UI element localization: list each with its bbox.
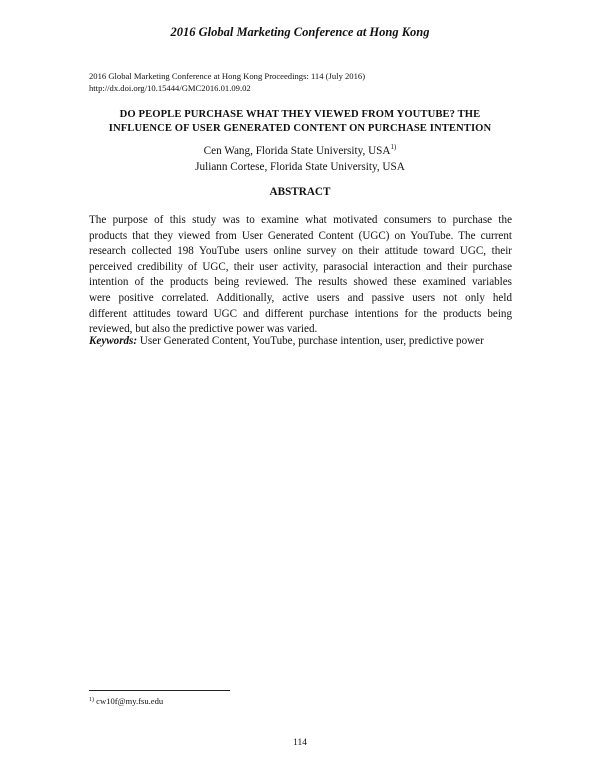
abstract-line: The purpose of this study was to examine what motivated consumers to purchase the bbox=[89, 214, 512, 226]
abstract-line: products that they viewed from User Generated Content (UGC) on YouTube. The current bbox=[89, 229, 512, 242]
abstract-line: different attitudes toward UGC and different purchase intentions for the products being bbox=[89, 307, 512, 320]
abstract-line: perceived credibility of UGC, their user activity, parasocial interaction and their purchase bbox=[89, 260, 512, 273]
author-1 bbox=[0, 144, 600, 160]
doi-link[interactable]: http://dx.doi.org/10.15444/GMC2016.01.09.02 bbox=[89, 82, 251, 93]
keywords-label: Keywords: bbox=[89, 335, 138, 347]
running-header: 2016 Global Marketing Conference at Hong Kong bbox=[170, 25, 430, 39]
paper-title-line-1: DO PEOPLE PURCHASE WHAT THEY VIEWED FROM YOUTUBE? THE bbox=[119, 109, 481, 120]
abstract-line: reviewed, but also the predictive power was varied. bbox=[89, 323, 318, 336]
page-number: 114 bbox=[293, 738, 307, 748]
keywords bbox=[89, 335, 484, 347]
abstract-body bbox=[89, 213, 512, 338]
paper-title-line-2: INFLUENCE OF USER GENERATED CONTENT ON PURCHASE INTENTION bbox=[108, 122, 492, 134]
abstract-line: research collected 198 YouTube users online survey on their attitude toward UGC, their bbox=[89, 245, 512, 258]
abstract-line: intention of the products being reviewed. The results showed these examined variables bbox=[89, 276, 512, 289]
author-1-affiliation: Cen Wang, Florida State University, USA bbox=[203, 145, 391, 157]
footnote bbox=[89, 696, 163, 706]
footnote-divider bbox=[89, 690, 230, 691]
author-2 bbox=[0, 160, 600, 176]
proceedings-info bbox=[89, 71, 365, 94]
paper-title bbox=[70, 108, 530, 135]
proceedings-citation: 2016 Global Marketing Conference at Hong Kong Proceedings: 114 (July 2016) bbox=[89, 71, 366, 81]
footnote-mark: 1) bbox=[89, 697, 94, 703]
footnote-email: cw10f@my.fsu.edu bbox=[96, 696, 164, 706]
author-2-affiliation: Juliann Cortese, Florida State University, USA bbox=[195, 160, 405, 173]
abstract-line: were positive correlated. Additionally, active users and passive users not only held bbox=[89, 291, 512, 304]
keywords-text: User Generated Content, YouTube, purchase intention, user, predictive power bbox=[139, 335, 484, 347]
author-1-footnote-mark: 1) bbox=[390, 143, 397, 151]
abstract-heading: ABSTRACT bbox=[269, 186, 331, 198]
author-block bbox=[0, 144, 600, 175]
